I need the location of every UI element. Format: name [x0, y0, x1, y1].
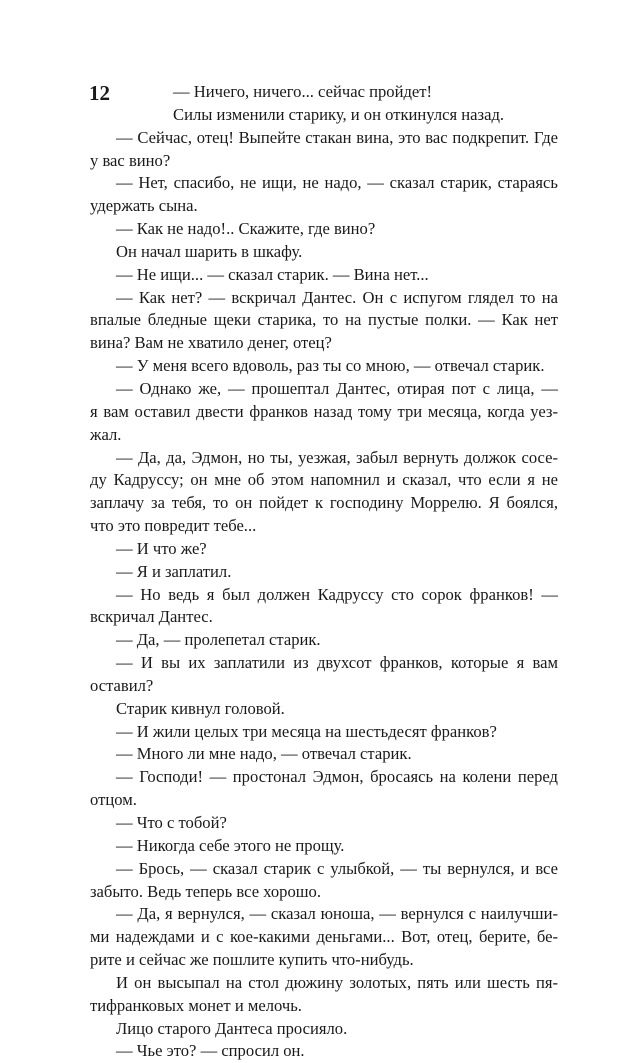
text-line: ми надеждами и с кое-какими деньгами... Вот, отец, берите, бе- — [90, 927, 558, 947]
text-line: — Чье это? — спросил он. — [116, 1041, 305, 1061]
text-line: — Да, я вернулся, — сказал юноша, — вернулся с наилучши- — [116, 904, 558, 924]
page-number: 12 — [89, 81, 110, 105]
text-line: Силы изменили старику, и он откинулся назад. — [173, 104, 505, 124]
text-line: отцом. — [90, 790, 137, 810]
text-line: — Как нет? — вскричал Дантес. Он с испугом глядел то на — [116, 287, 558, 307]
text-line: — Не ищи... — сказал старик. — Вина нет... — [116, 264, 429, 284]
text-line: — Но ведь я был должен Кадруссу сто сорок франков! — — [116, 584, 558, 604]
text-line: — Никогда себе этого не прощу. — [116, 835, 345, 855]
text-line: — Да, да, Эдмон, но ты, уезжая, забыл вернуть должок сосе- — [116, 447, 558, 467]
page-text — [90, 81, 558, 1063]
text-line: я вам оставил двести франков назад тому три месяца, когда уез- — [90, 401, 558, 421]
text-line: удержать сына. — [90, 196, 198, 216]
text-line: забыто. Ведь теперь все хорошо. — [90, 881, 321, 901]
text-line: у вас вино? — [90, 150, 171, 170]
text-line: Он начал шарить в шкафу. — [116, 241, 303, 261]
text-line: вина? Вам не хватило денег, отец? — [90, 333, 332, 353]
text-line: — Нет, спасибо, не ищи, не надо, — сказал старик, стараясь — [116, 173, 558, 193]
text-line: И он высыпал на стол дюжину золотых, пять или шесть пя- — [116, 972, 558, 992]
text-line: впалые бледные щеки старика, то на пустые полки. — Как нет — [90, 310, 558, 330]
text-line: — Сейчас, отец! Выпейте стакан вина, это вас подкрепит. Где — [116, 127, 558, 147]
text-line: — И вы их заплатили из двухсот франков, которые я вам — [116, 653, 558, 673]
text-line: вскричал Дантес. — [90, 607, 213, 627]
text-line: заплачу за тебя, то он пойдет к господину Моррелю. Я боялся, — [90, 493, 558, 513]
text-line: — Я и заплатил. — [116, 561, 232, 581]
text-line: Лицо старого Дантеса просияло. — [116, 1018, 348, 1038]
text-line: — Брось, — сказал старик с улыбкой, — ты вернулся, и все — [116, 858, 558, 878]
text-line: — И что же? — [116, 538, 207, 558]
text-line: что это повредит тебе... — [90, 516, 257, 536]
text-line: — Как не надо!.. Скажите, где вино? — [116, 219, 376, 239]
text-line: — И жили целых три месяца на шестьдесят франков? — [116, 721, 497, 741]
text-line: — Ничего, ничего... сейчас пройдет! — [173, 82, 433, 101]
text-line: — Да, — пролепетал старик. — [116, 630, 321, 650]
text-line: Старик кивнул головой. — [116, 698, 285, 718]
text-line: ду Кадруссу; он мне об этом напомнил и сказал, что если я не — [90, 470, 558, 490]
text-line: оставил? — [90, 675, 154, 695]
text-line: — У меня всего вдоволь, раз ты со мною, — отвечал старик. — [116, 356, 545, 376]
text-line: жал. — [90, 424, 122, 444]
text-line: — Однако же, — прошептал Дантес, отирая пот с лица, — — [116, 378, 558, 398]
text-line: — Что с тобой? — [116, 813, 227, 832]
text-line: — Господи! — простонал Эдмон, бросаясь на колени перед — [116, 767, 558, 787]
text-line: тифранковых монет и мелочь. — [90, 995, 302, 1015]
text-line: рите и сейчас же пошлите купить что-нибудь. — [90, 950, 414, 970]
text-line: — Много ли мне надо, — отвечал старик. — [116, 744, 412, 764]
